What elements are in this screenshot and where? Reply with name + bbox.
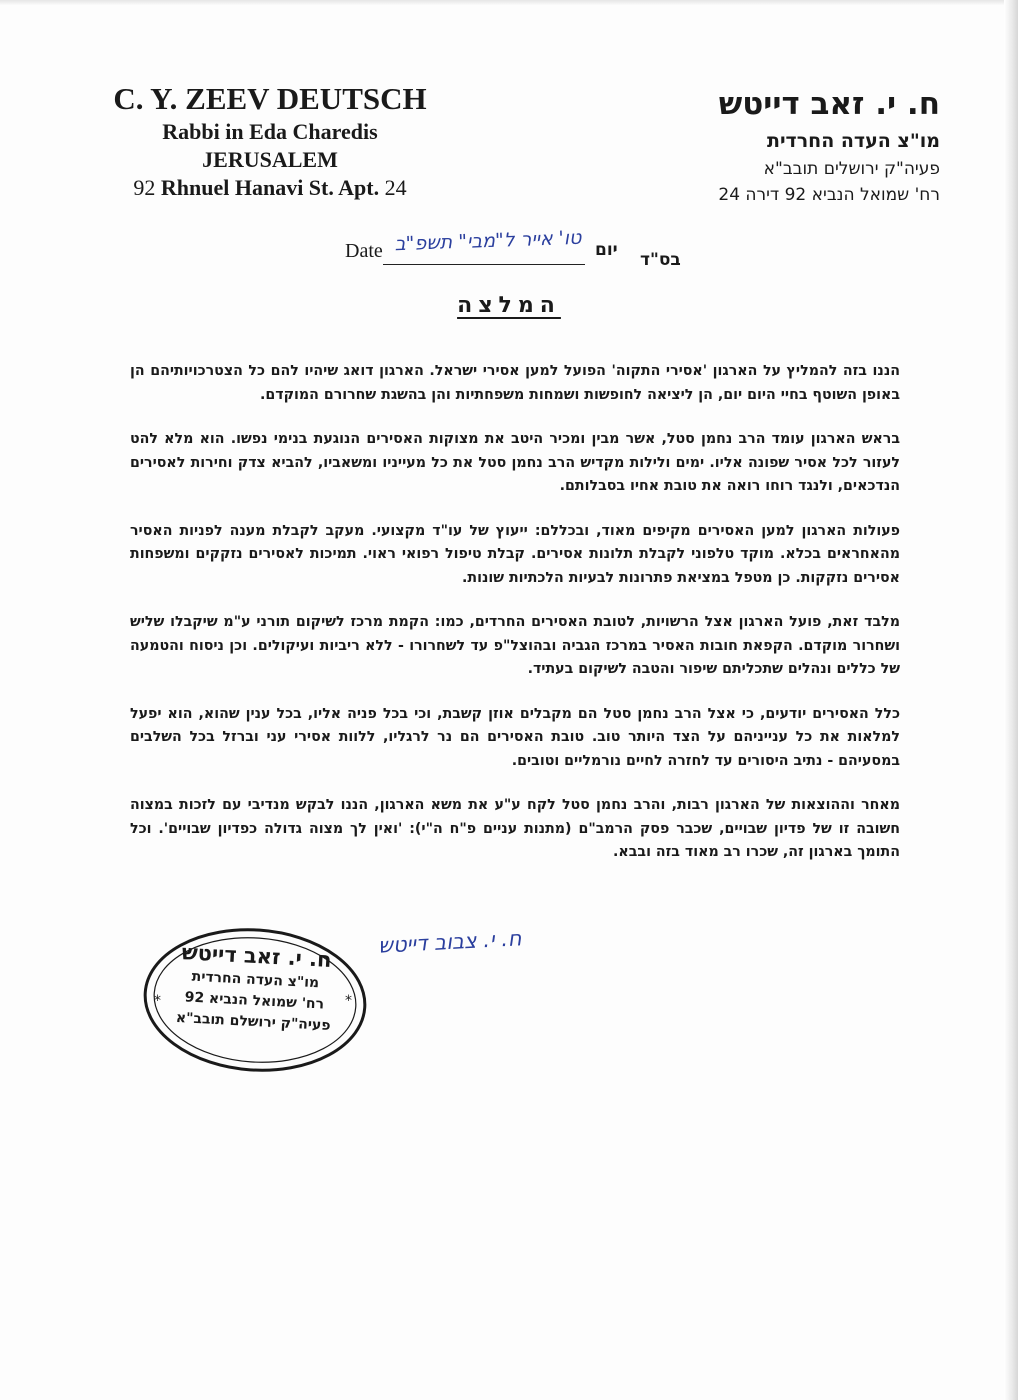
english-title: Rabbi in Eda Charedis (162, 119, 378, 144)
stamp-line-3: פעיה"ק ירושלם תובב"א (175, 1009, 331, 1034)
scan-top-edge (0, 0, 1018, 6)
paragraph-3: פעולות הארגון למען האסירים מקיפים מאוד, ובכללם: ייעוץ של עו"ד מקצועי. מעקב לקבלת מענה לפניות האסיר מהאחראים בכלא. מוקד טלפוני לקבלת תלונות אסירים. קבלת טיפול רפואי ראוי. תמיכות לאסירים נזקקים ומשפחות אסירים נזקקות. כן מטפל במציאת פתרונות לבעיות הלכתיות שונות. (130, 522, 900, 586)
bsd-mark: בס"ד (640, 250, 681, 270)
date-label: Date (345, 240, 383, 262)
stamp-line-1: מו"צ העדה החרדית (191, 968, 320, 992)
stamp-line-2: רח' שמואל הנביא 92 (184, 989, 325, 1013)
address-apt: 24 (384, 175, 407, 200)
title-text: המלצה (457, 293, 561, 318)
svg-text:*: * (154, 993, 161, 1009)
hebrew-letterhead (640, 84, 940, 208)
paragraph-2: בראש הארגון עומד הרב נחמן סטל, אשר מבין ומכיר היטב את מצוקות האסירים הנוגעת בנימי נפשו. הוא מלא להט לעזור לכל אסיר שפונה אליו. ימים ולילות מקדיש הרב נחמן סטל את כל מעייניו ומשאביו, להביא צדק וחירות לאסירים הנדכאים, ולנגד רוחו רואה את טובת אחיו בסבלותם. (130, 431, 900, 494)
day-label: יום (595, 240, 618, 260)
address-number: 92 (133, 175, 156, 200)
handwritten-signature: ח. י. צבוב דייטש (377, 926, 523, 958)
handwritten-date: טו' אייר ל"מבי" תשפ"ב (394, 226, 582, 256)
stamp-name: ח. י. זאב דייטש (181, 940, 333, 972)
paragraph-5: כלל האסירים יודעים, כי אצל הרב נחמן סטל הם מקבלים אוזן קשבת, וכי בכל פניה אליו, בכל ענין שהוא, הוא יפעל למלאות את כל ענייניהם על הצד היותר טוב. טובת האסירים הם נר לרגליו, ללוות אסירי עני וברזל בכל השלבים במסעיהם - נתיב היסורים עד לחזרה לחיים נורמליים וטובים. (130, 705, 900, 769)
english-letterhead (110, 80, 430, 202)
hebrew-title: מו"צ העדה החרדית (766, 130, 940, 152)
hebrew-city: פעיה"ק ירושלים תובב"א (763, 159, 940, 179)
letter-title (0, 293, 1018, 318)
english-name: C. Y. ZEEV DEUTSCH (113, 81, 427, 116)
paragraph-6: מאחר וההוצאות של הארגון רבות, והרב נחמן סטל לקח ע"ע את משא הארגון, הננו לבקש מנדיבי עם לזכות במצוה חשובה זו של פדיון שבויים, שכבר פסק הרמב"ם (מתנות עניים פ"ח ה"י): 'ואין לך מצוה גדולה כפדיון שבויים'. וכל התומך בארגון זה, שכרו רב מאוד בזה ובבא. (130, 797, 900, 860)
stamp-text (158, 938, 352, 1038)
date-underline (383, 264, 585, 265)
paragraph-1: הננו בזה להמליץ על הארגון 'אסירי התקוה' הפועל למען אסירי ישראל. הארגון דואג שיהיו להם כל הצטרכויותיהם הן באופן השוטף בחיי היום יום, הן ליציאה לחופשות ושמחות משפחתיות והן בהשגת שחרורם המוקדם. (130, 363, 900, 403)
english-address (110, 174, 430, 202)
rabbinic-stamp (140, 925, 370, 1075)
hebrew-name: ח. י. זאב דייטש (718, 86, 940, 122)
english-city: JERUSALEM (202, 147, 338, 172)
letter-body (130, 360, 900, 886)
address-street: Rhnuel Hanavi St. Apt. (160, 175, 380, 200)
scan-right-edge (1004, 0, 1018, 1400)
svg-text:*: * (345, 993, 352, 1009)
hebrew-address: רח' שמואל הנביא 92 דירה 24 (718, 185, 940, 205)
paragraph-4: מלבד זאת, פועל הארגון אצל הרשויות, לטובת האסירים החרדים, כמו: הקמת מרכז לשיקום תורני ע"מ שיקבלו שליש ושחרור מוקדם. הקפאת חובות האסיר במרכז הגביה ובהוצל"פ עד לשחרורו - ללא ריביות ועיקולים. וכן ניסוח והטמעה של כללים ונהלים שתכליתם שיפור והטבה לשיקום בעתיד. (130, 614, 900, 677)
